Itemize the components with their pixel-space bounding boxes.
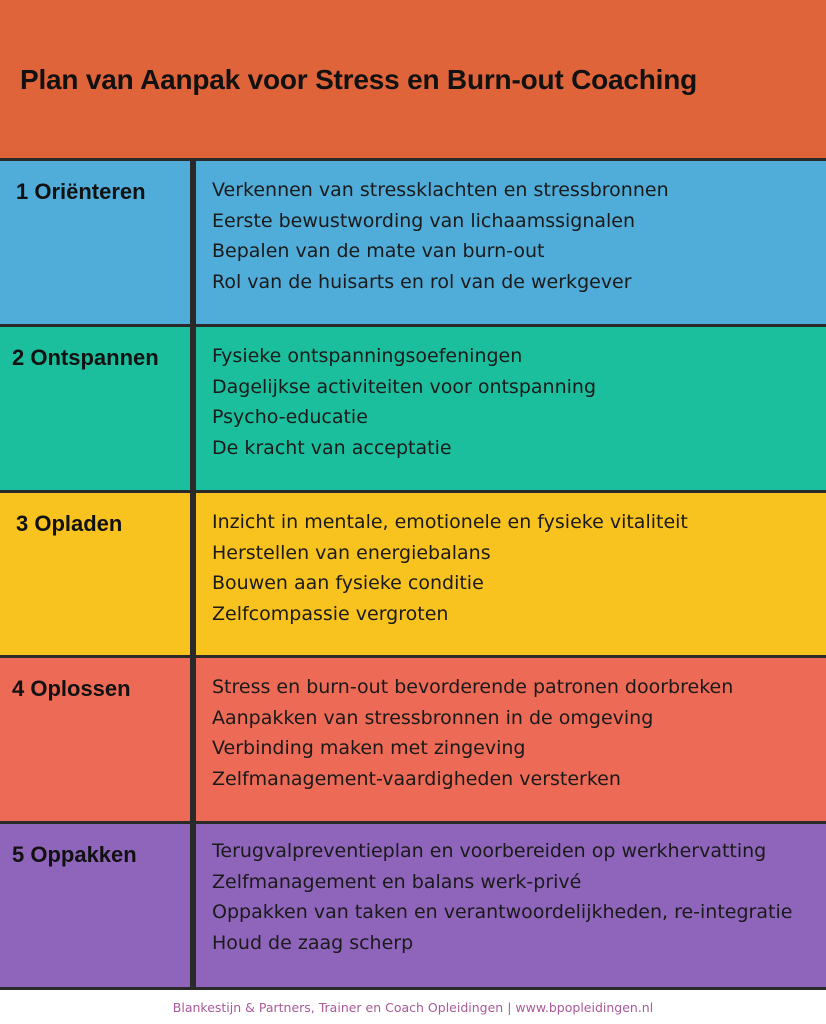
phase-content-cell [196,493,826,655]
list-item: Dagelijkse activiteiten voor ontspanning [212,375,596,398]
phase-label: 5 Oppakken [12,842,137,867]
list-item: Bepalen van de mate van burn-out [212,240,545,262]
footer-credit: Blankestijn & Partners, Trainer en Coach Opleidingen | www.bpopleidingen.nl [172,1000,654,1015]
list-item: Fysieke ontspanningsoefeningen [212,345,523,367]
phase-label: 1 Oriënteren [16,179,146,204]
phase-row-ontspannen [0,327,826,493]
phase-label-cell [0,824,196,987]
phase-items [212,341,826,463]
phase-items [212,175,826,297]
phase-label-cell [0,327,196,490]
list-item: Verkennen van stressklachten en stressbronnen [212,179,669,201]
list-item: Verbinding maken met zingeving [212,737,526,759]
phase-items [212,672,826,794]
phase-content-cell [196,658,826,821]
phase-content-cell [196,161,826,324]
list-item: Aanpakken van stressbronnen in de omgeving [212,706,654,729]
phase-content-cell [196,327,826,490]
list-item: Psycho-educatie [212,406,368,428]
list-item: Oppakken van taken en verantwoordelijkheden, re-integratie [212,901,793,923]
list-item: Houd de zaag scherp [212,931,414,954]
phase-label-cell [0,161,196,324]
phase-label: 3 Opladen [16,511,123,536]
list-item: Terugvalpreventieplan en voorbereiden op werkhervatting [212,840,767,862]
phase-row-orienteren [0,161,826,327]
list-item: Eerste bewustwording van lichaamssignalen [212,209,636,232]
list-item: Bouwen aan fysieke conditie [212,572,484,594]
phase-content-cell [196,824,826,987]
list-item: Zelfmanagement-vaardigheden versterken [212,767,621,790]
header-banner [0,0,826,161]
phase-label: 2 Ontspannen [12,345,159,370]
phase-items [212,507,826,629]
list-item: Rol van de huisarts en rol van de werkgever [212,270,632,293]
list-item: Inzicht in mentale, emotionele en fysieke vitaliteit [212,511,688,533]
list-item: Zelfmanagement en balans werk-privé [212,870,582,893]
phase-items [212,836,826,958]
phase-label-cell [0,658,196,821]
phase-row-oplossen [0,658,826,824]
page-title: Plan van Aanpak voor Stress en Burn-out Coaching [20,64,698,95]
phase-row-oppakken [0,824,826,990]
list-item: Stress en burn-out bevorderende patronen doorbreken [212,676,734,698]
phase-label: 4 Oplossen [12,676,131,701]
list-item: Zelfcompassie vergroten [212,602,449,625]
list-item: De kracht van acceptatie [212,436,452,459]
list-item: Herstellen van energiebalans [212,541,491,564]
phase-row-opladen [0,493,826,658]
phase-label-cell [0,493,196,655]
